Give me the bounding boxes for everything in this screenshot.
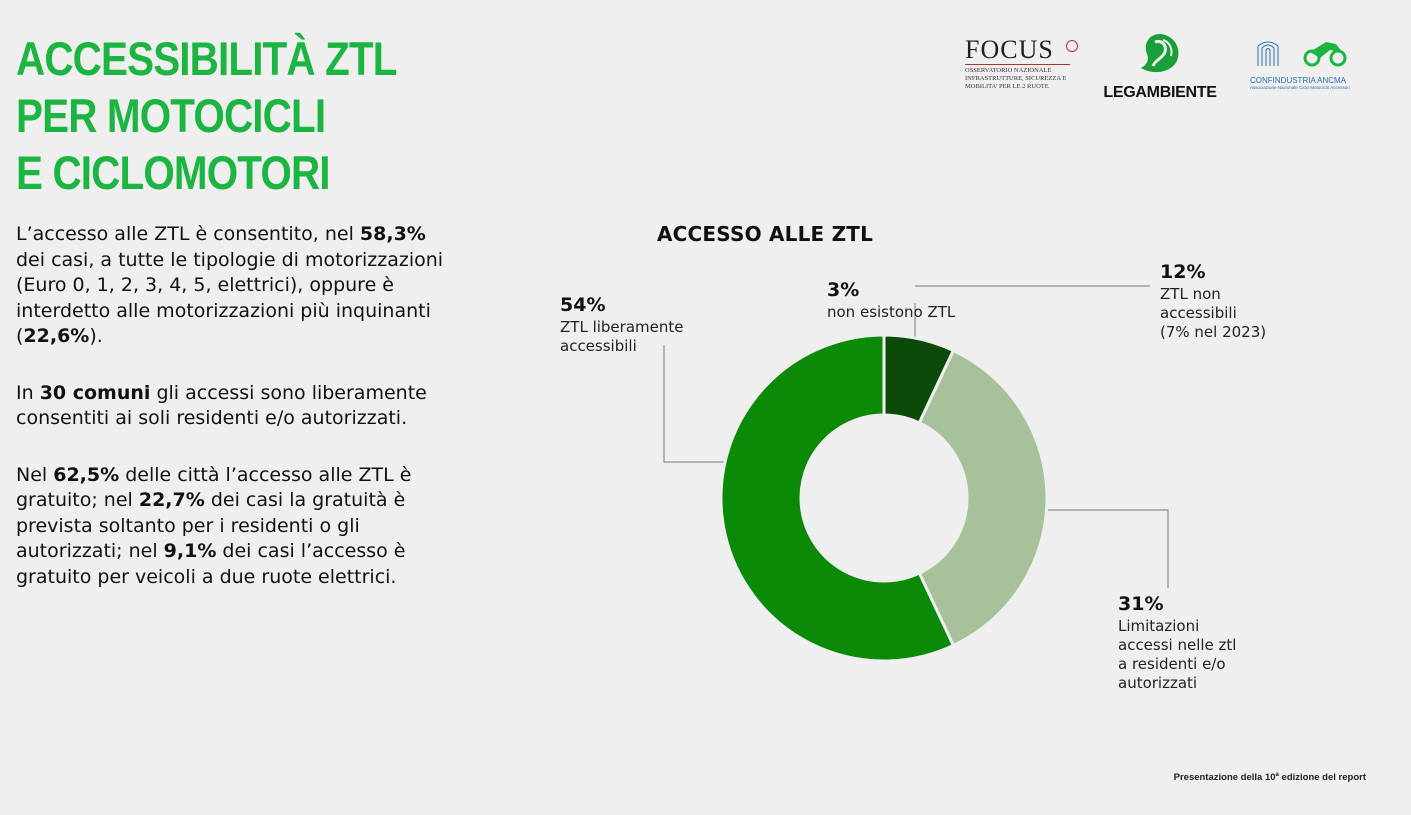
slice-percent: 54% <box>560 294 606 316</box>
slice-label-not-accessible <box>1160 259 1266 342</box>
slice-percent: 3% <box>827 279 860 301</box>
text: gli accessi sono liberamente consentiti ai soli residenti e/o autorizzati. <box>16 381 427 429</box>
text: In <box>16 381 40 404</box>
highlight: 22,7% <box>138 489 205 511</box>
focus-subtitle: OSSERVATORIO NAZIONALE INFRASTRUTTURE, SICUREZZA E MOBILITA' PER LE 2 RUOTE <box>965 64 1070 91</box>
focus-wordmark: FOCUS <box>965 35 1054 64</box>
ancma-subtitle: Associazione Nazionale Ciclo Motociclo Accessori <box>1250 85 1350 90</box>
slice-description: ZTL liberamente accessibili <box>560 318 684 355</box>
slice-percent: 31% <box>1118 593 1164 615</box>
leader-line <box>1040 510 1168 588</box>
footer-text: edizione del report <box>1278 772 1366 784</box>
text: ). <box>89 325 103 347</box>
text: dei casi la gratuità è prevista soltanto per i residenti o gli autorizzati; nel <box>16 489 406 562</box>
chart-title: ACCESSO ALLE ZTL <box>657 222 874 246</box>
slice-label-no-ztl <box>827 277 955 322</box>
highlight: 58,3% <box>359 223 426 245</box>
highlight: 30 comuni <box>39 381 151 404</box>
slice-label-limited <box>1118 591 1236 693</box>
confindustria-wordmark: CONFINDUSTRIA ANCMA <box>1250 76 1347 85</box>
legambiente-wordmark: LEGAMBIENTE <box>1103 84 1217 101</box>
title-line: E CICLOMOTORI <box>16 146 330 199</box>
text: dei casi l’accesso è gratuito per veicoli a due ruote elettrici. <box>16 540 406 588</box>
slice-description: ZTL non accessibili (7% nel 2023) <box>1160 285 1267 341</box>
slice-label-free <box>560 292 683 356</box>
title-line: PER MOTOCICLI <box>16 89 326 142</box>
footer-superscript: a <box>1275 772 1279 778</box>
leader-line <box>664 345 725 462</box>
highlight: 62,5% <box>53 463 120 486</box>
text: Nel <box>16 463 54 486</box>
slice-percent: 12% <box>1160 261 1206 283</box>
donut-slice-limited <box>919 351 1047 646</box>
text: L’accesso alle ZTL è consentito, nel <box>16 223 360 245</box>
slice-description: Limitazioni accessi nelle ztl a residenti e/o autorizzati <box>1118 617 1237 692</box>
highlight: 22,6% <box>23 325 90 347</box>
text: delle città l’accesso alle ZTL è gratuito; nel <box>16 463 412 511</box>
slice-description: non esistono ZTL <box>827 303 956 321</box>
footer-text: Presentazione della 10 <box>1173 772 1276 784</box>
footer-note <box>1174 772 1366 783</box>
highlight: 9,1% <box>163 540 217 562</box>
text: dei casi, a tutte le tipologie di motorizzazioni (Euro 0, 1, 2, 3, 4, 5, elettrici), oppure è interdetto alle motorizzazioni più inquinanti ( <box>16 248 444 347</box>
title-line: ACCESSIBILITÀ ZTL <box>16 32 397 85</box>
